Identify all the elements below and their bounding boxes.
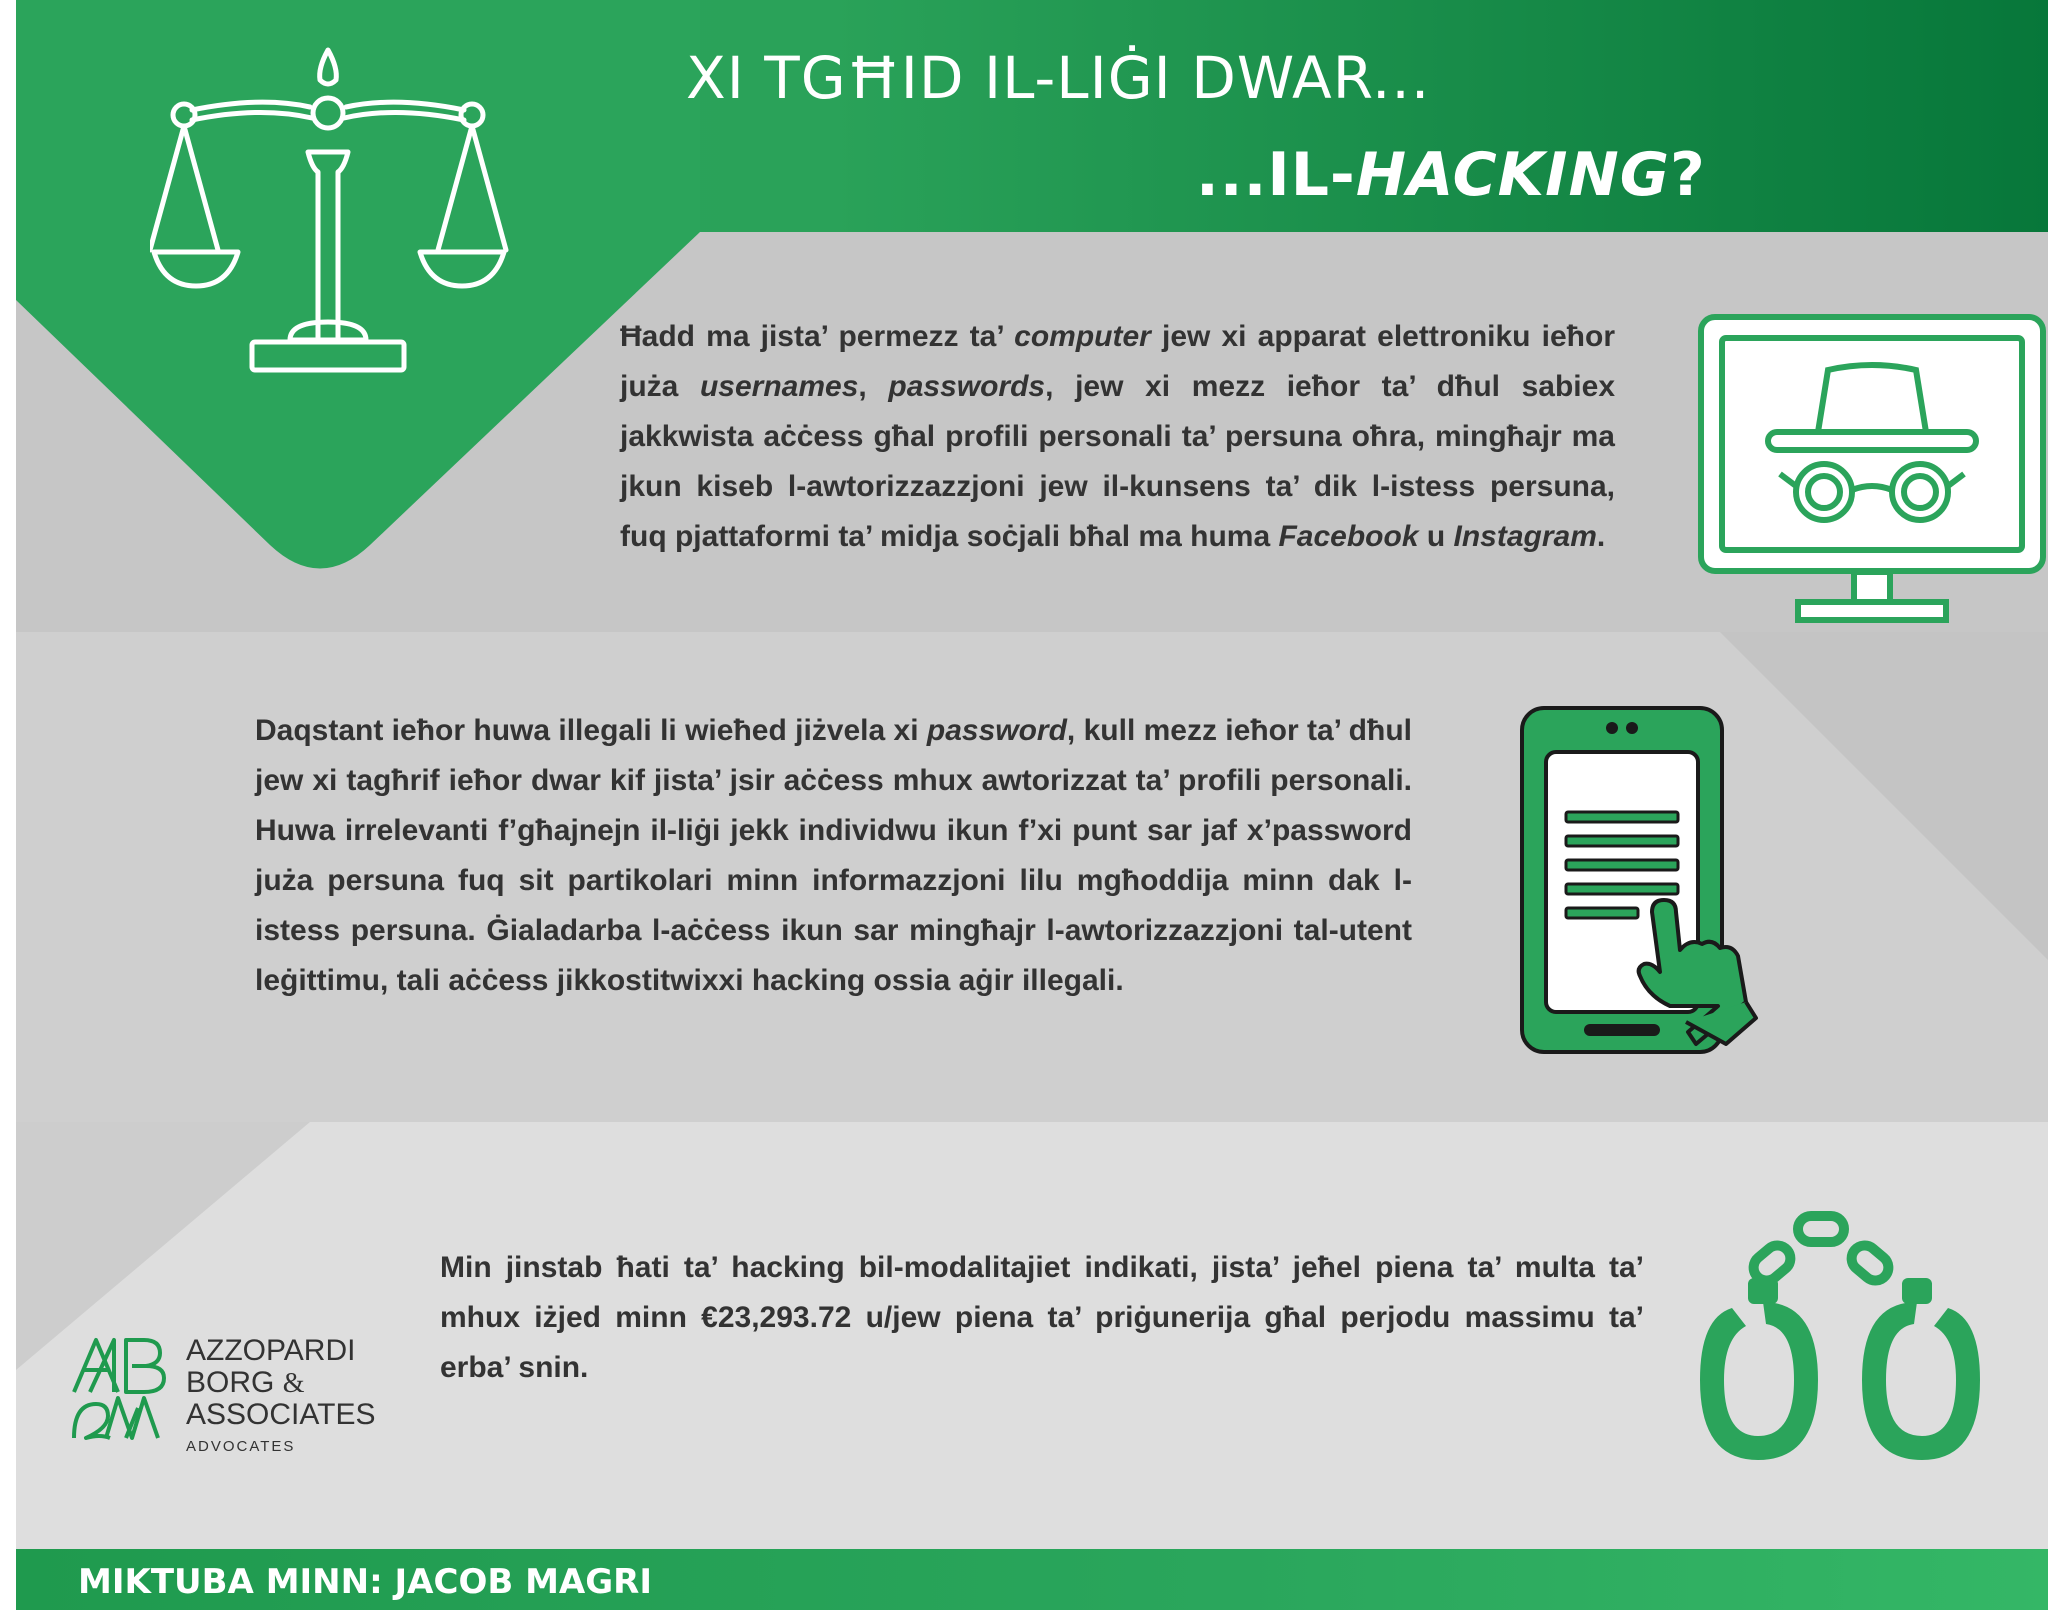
firm-name-ampersand: & bbox=[282, 1368, 305, 1399]
emphasized-term: usernames bbox=[699, 370, 859, 403]
section1-paragraph bbox=[620, 312, 1615, 562]
emphasized-term: computer bbox=[1014, 320, 1151, 353]
text-run: . bbox=[1596, 520, 1606, 553]
text-run: Daqstant ieħor huwa illegali li wieħed jiżvela xi bbox=[255, 714, 927, 747]
scales-of-justice-icon bbox=[150, 40, 510, 410]
firm-monogram-icon bbox=[70, 1334, 174, 1444]
section2-paragraph bbox=[255, 706, 1412, 1006]
emphasized-term: Facebook bbox=[1278, 520, 1419, 553]
page-title-line2 bbox=[1196, 140, 1706, 210]
emphasized-term: passwords bbox=[888, 370, 1046, 403]
section3-paragraph bbox=[440, 1243, 1644, 1393]
firm-logo bbox=[70, 1330, 376, 1460]
handcuffs-icon bbox=[1690, 1210, 1990, 1470]
text-run: , bbox=[858, 370, 889, 403]
firm-name-line3: ASSOCIATES bbox=[186, 1398, 376, 1431]
title-prefix: ...IL- bbox=[1196, 140, 1356, 210]
text-run: , jew xi mezz ieħor ta’ dħul sabiex jakkwista aċċess għal profili personali ta’ persuna oħra, mingħajr ma jkun kiseb l-awtorizzazzjoni jew il-kunsens ta’ dik l-istess persuna, fuq pjattaformi ta’ midja soċjali bħal ma huma bbox=[620, 370, 1616, 553]
title-suffix: ? bbox=[1669, 140, 1706, 210]
text-run: Min jinstab ħati ta’ hacking bil-modalitajiet indikati, jista’ jeħel piena ta’ multa ta’ mhux iżjed minn €23,293.72 u/jew piena ta’ priġunerija għal perjodu massimu ta’ erba’ snin. bbox=[440, 1251, 1644, 1384]
title-emphasis: HACKING bbox=[1355, 140, 1670, 210]
author-credit: MIKTUBA MINN: JACOB MAGRI bbox=[78, 1562, 652, 1602]
spy-monitor-icon bbox=[1698, 314, 2046, 624]
firm-name-borg: BORG bbox=[186, 1366, 275, 1399]
emphasized-term: password bbox=[926, 714, 1067, 747]
text-run: , kull mezz ieħor ta’ dħul jew xi tagħrif ieħor dwar kif jista’ jsir aċċess mhux awtorizzat ta’ profili personali. Huwa irrelevanti f’għajnejn il-liġi jekk individwu ikun f’xi punt sar jaf x’password juża persuna fuq sit partikolari minn informazzjoni lilu mgħoddija minn dak l-istess persuna. Ġialadarba l-aċċess ikun sar mingħajr l-awtorizzazzjoni tal-utent leġittimu, tali aċċess jikkostitwixxi hacking ossia aġir illegali. bbox=[255, 714, 1412, 997]
text-run: Ħadd ma jista’ permezz ta’ bbox=[620, 320, 1015, 353]
page-title-line1: XI TGĦID IL-LIĠI DWAR... bbox=[686, 44, 1431, 112]
firm-name-line2 bbox=[186, 1366, 304, 1400]
firm-name-line1: AZZOPARDI bbox=[186, 1334, 356, 1367]
text-run: jew xi apparat elettroniku ieħor juża bbox=[620, 320, 1615, 403]
text-run: u bbox=[1418, 520, 1454, 553]
firm-tagline: ADVOCATES bbox=[186, 1438, 296, 1455]
smartphone-tap-icon bbox=[1520, 706, 1770, 1056]
emphasized-term: Instagram bbox=[1453, 520, 1597, 553]
